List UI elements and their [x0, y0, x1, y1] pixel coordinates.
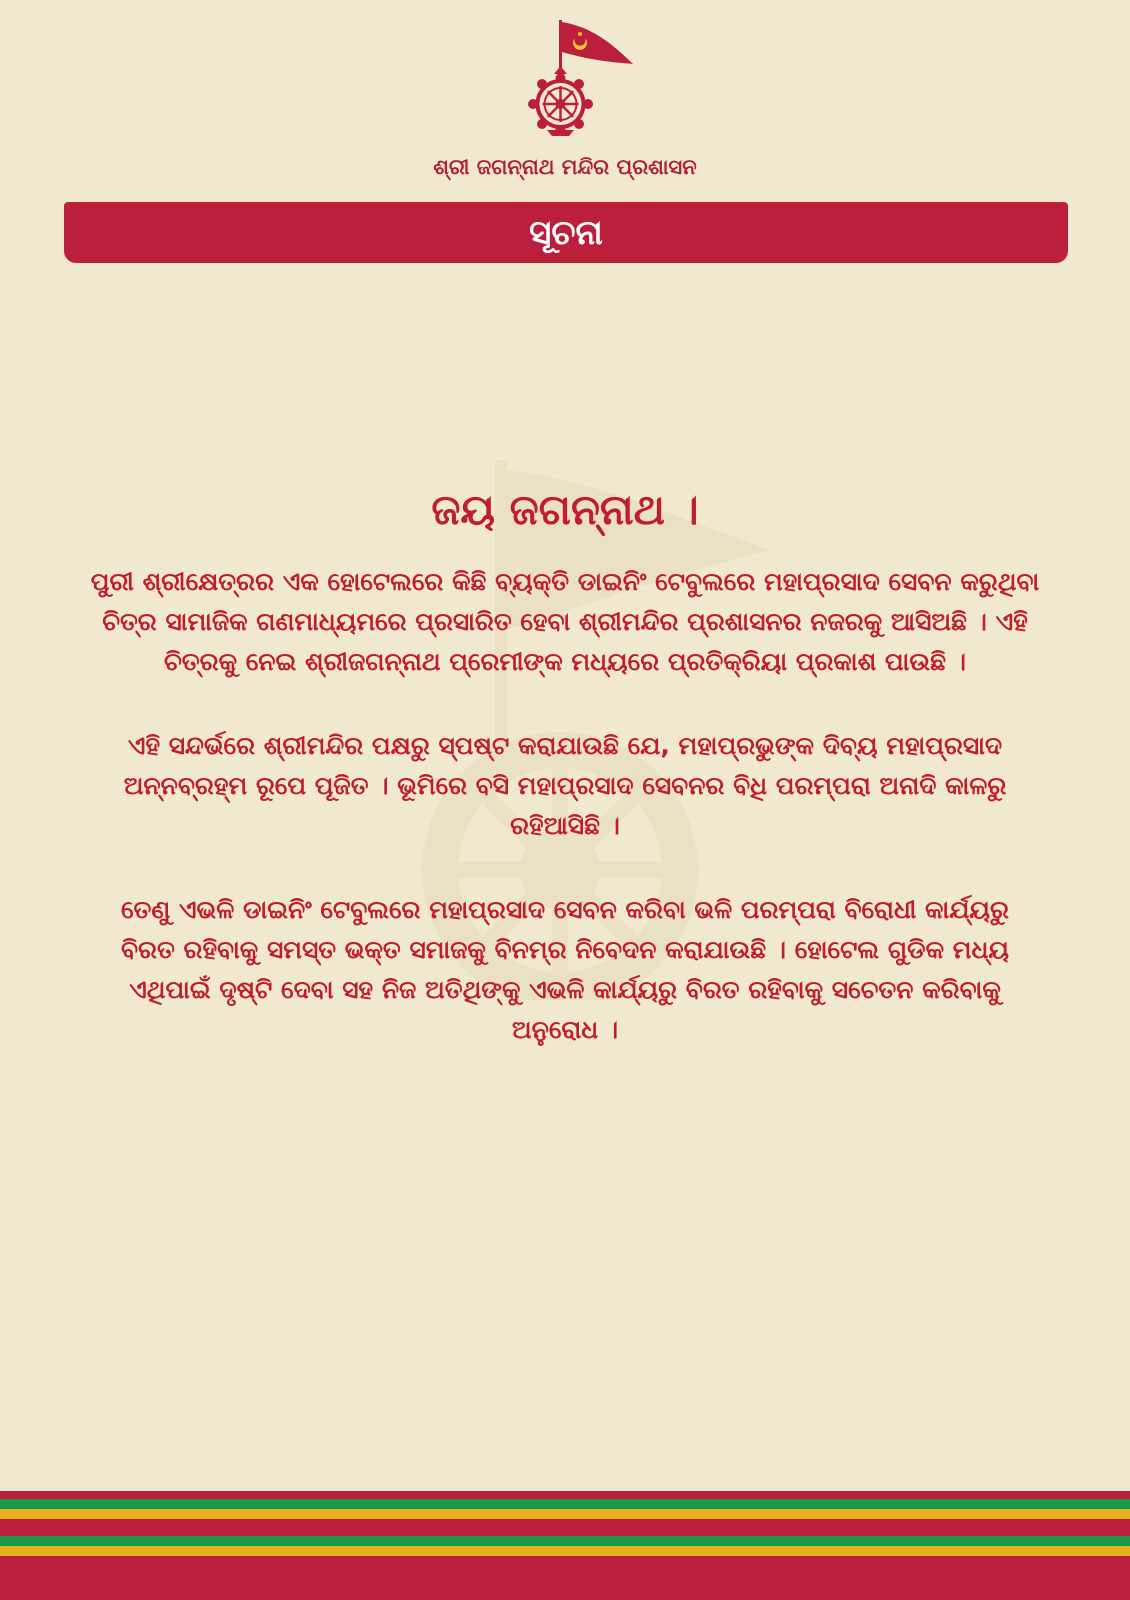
- tricolor-stripes-decoration: [0, 1491, 1130, 1600]
- notice-paragraph-1: ପୁରୀ ଶ୍ରୀକ୍ଷେତ୍ରର ଏକ ହୋଟେଲରେ କିଛି ବ୍ୟକ୍ତି ଡାଇନିଂ ଟେବୁଲରେ ମହାପ୍ରସାଦ ସେବନ କରୁଥିବା ଚିତ୍ର ସାମାଜିକ ଗଣମାଧ୍ୟମରେ ପ୍ରସାରିତ ହେବା ଶ୍ରୀମନ୍ଦିର ପ୍ରଶାସନର ନଜରକୁ ଆସିଅଛି । ଏହି ଚିତ୍ରକୁ ନେଇ ଶ୍ରୀଜଗନ୍ନାଥ ପ୍ରେମୀଙ୍କ ମଧ୍ୟରେ ପ୍ରତିକ୍ରିୟା ପ୍ରକାଶ ପାଉଛି ।: [90, 567, 1040, 676]
- notice-content: [90, 482, 1040, 1050]
- notice-paragraph-3: ତେଣୁ ଏଭଳି ଡାଇନିଂ ଟେବୁଲରେ ମହାପ୍ରସାଦ ସେବନ କରିବା ଭଳି ପରମ୍ପରା ବିରୋଧୀ କାର୍ଯ୍ୟରୁ ବିରତ ରହିବାକୁ ସମସ୍ତ ଭକ୍ତ ସମାଜକୁ ବିନମ୍ର ନିବେଦନ କରାଯାଉଛି । ହୋଟେଲ ଗୁଡିକ ମଧ୍ୟ ଏଥିପାଇଁ ଦୃଷ୍ଟି ଦେବା ସହ ନିଜ ଅତିଥିଙ୍କୁ ଏଭଳି କାର୍ଯ୍ୟରୁ ବିରତ ରହିବାକୁ ସଚେତନ କରିବାକୁ ଅନୁରୋଧ ।: [120, 895, 1010, 1044]
- organization-name: ଶ୍ରୀ ଜଗନ୍ନାଥ ମନ୍ଦିର ପ୍ରଶାସନ: [433, 155, 697, 179]
- notice-paragraph-2: ଏହି ସନ୍ଦର୍ଭରେ ଶ୍ରୀମନ୍ଦିର ପକ୍ଷରୁ ସ୍ପଷ୍ଟ କରାଯାଉଛି ଯେ, ମହାପ୍ରଭୁଙ୍କ ଦିବ୍ୟ ମହାପ୍ରସାଦ ଅନ୍ନବ୍ରହ୍ମ ରୂପେ ପୂଜିତ । ଭୂମିରେ ବସି ମହାପ୍ରସାଦ ସେବନର ବିଧି ପରମ୍ପରା ଅନାଦି କାଳରୁ ରହିଆସିଛି ।: [123, 731, 1007, 840]
- notice-title: ସୂଚନା: [529, 212, 603, 253]
- flag-chakra-emblem-icon: [505, 16, 665, 146]
- greeting-heading: ଜୟ ଜଗନ୍ନାଥ ।: [431, 485, 699, 534]
- title-banner: [64, 202, 1068, 263]
